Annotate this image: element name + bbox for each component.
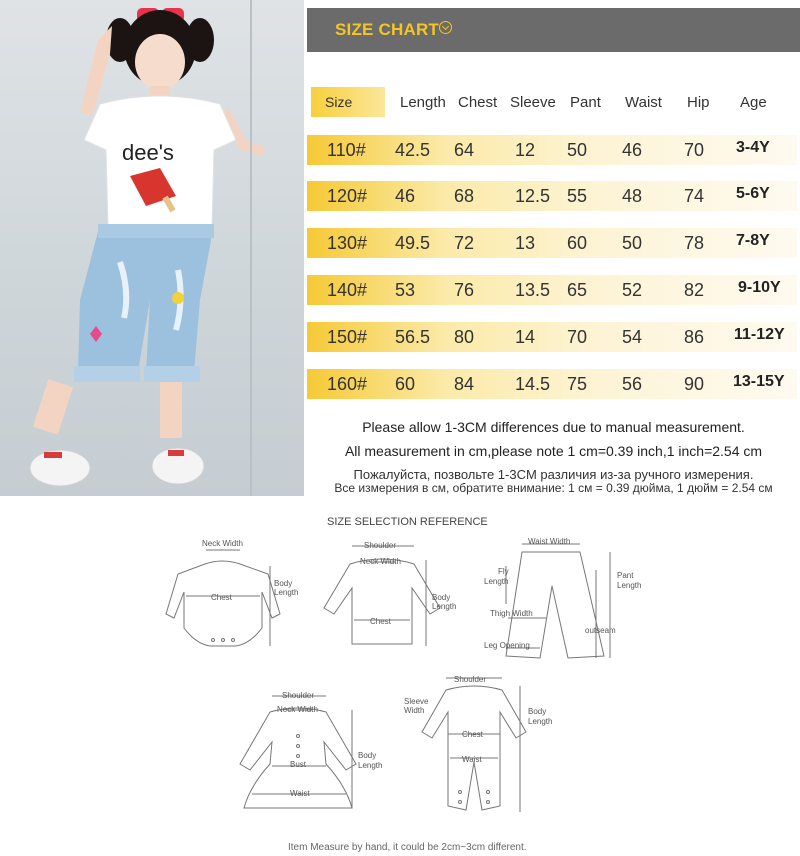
label-leg-opening: Leg Opening: [484, 641, 530, 650]
label-body: Body: [358, 751, 377, 760]
label-pant: Pant: [617, 571, 634, 580]
label-body: Body: [274, 579, 293, 588]
label-length: Length: [432, 602, 457, 611]
label-outseam: outseam: [585, 626, 616, 635]
header-pant: Pant: [570, 94, 601, 111]
garment-diagrams: [0, 496, 800, 856]
label-length: Length: [358, 761, 383, 770]
header-hip: Hip: [687, 94, 710, 111]
header-sleeve: Sleeve: [510, 94, 556, 111]
romper-diagram: [422, 678, 526, 812]
label-chest: Chest: [462, 730, 483, 739]
shirt-text: dee's: [122, 140, 174, 165]
size-reference-section: [0, 496, 800, 856]
label-length: Length: [484, 577, 509, 586]
label-thigh-width: Thigh Width: [490, 609, 533, 618]
label-waist: Waist: [462, 755, 482, 764]
note-conversion-ru: Все измерения в см, обратите внимание: 1 см = 0.39 дюйма, 1 дюйм = 2.54 см: [334, 481, 773, 495]
table-row: 130# 49.5 72 13 60 50 78 7-8Y: [307, 228, 800, 258]
label-body: Body: [432, 593, 451, 602]
table-row: 160# 60 84 14.5 75 56 90 13-15Y: [307, 369, 800, 399]
label-chest: Chest: [211, 593, 232, 602]
label-length: Length: [274, 588, 299, 597]
size-chart-header: [307, 8, 800, 52]
label-neck-width: Neck Width: [277, 705, 318, 714]
table-header: [307, 87, 800, 117]
table-row: 140# 53 76 13.5 65 52 82 9-10Y: [307, 275, 800, 305]
size-chart-panel: [307, 0, 800, 496]
label-length: Length: [617, 581, 642, 590]
label-neck-width: Neck Width: [360, 557, 401, 566]
wall-corner: [250, 0, 252, 496]
label-sleeve: Sleeve: [404, 697, 429, 706]
label-neck-width: Neck Width: [202, 539, 243, 548]
header-length: Length: [400, 94, 446, 111]
header-size-cell: Size: [311, 87, 385, 117]
chevron-down-circle-icon: [439, 21, 452, 34]
product-photo: [0, 0, 304, 496]
label-shoulder: Shoulder: [454, 675, 487, 684]
size-chart-title: SIZE CHART: [335, 20, 439, 39]
note-conversion: All measurement in cm,please note 1 cm=0.39 inch,1 inch=2.54 cm: [344, 443, 763, 459]
note-allowance-ru: Пожалуйста, позвольте 1-3CM различия из-за ручного измерения.: [353, 467, 754, 482]
label-body: Body: [528, 707, 547, 716]
header-chest: Chest: [458, 94, 498, 111]
label-bust: Bust: [290, 760, 307, 769]
label-waist: Waist: [290, 789, 310, 798]
header-waist: Waist: [625, 94, 662, 111]
label-fly: Fly: [498, 567, 509, 576]
table-row: 150# 56.5 80 14 70 54 86 11-12Y: [307, 322, 800, 352]
label-shoulder: Shoulder: [282, 691, 315, 700]
note-allowance: Please allow 1-3CM differences due to manual measurement.: [362, 419, 745, 435]
label-length: Length: [528, 717, 553, 726]
reference-footer: Item Measure by hand, it could be 2cm~3cm different.: [288, 842, 527, 853]
label-chest: Chest: [370, 617, 391, 626]
label-width: Width: [404, 706, 425, 715]
table-row: 110# 42.5 64 12 50 46 70 3-4Y: [307, 135, 800, 165]
reference-title: SIZE SELECTION REFERENCE: [327, 516, 488, 528]
label-shoulder: Shoulder: [364, 541, 397, 550]
header-age: Age: [740, 94, 767, 111]
table-row: 120# 46 68 12.5 55 48 74 5-6Y: [307, 181, 800, 211]
label-waist-width: Waist Width: [528, 537, 571, 546]
girl-illustration: [0, 0, 304, 496]
